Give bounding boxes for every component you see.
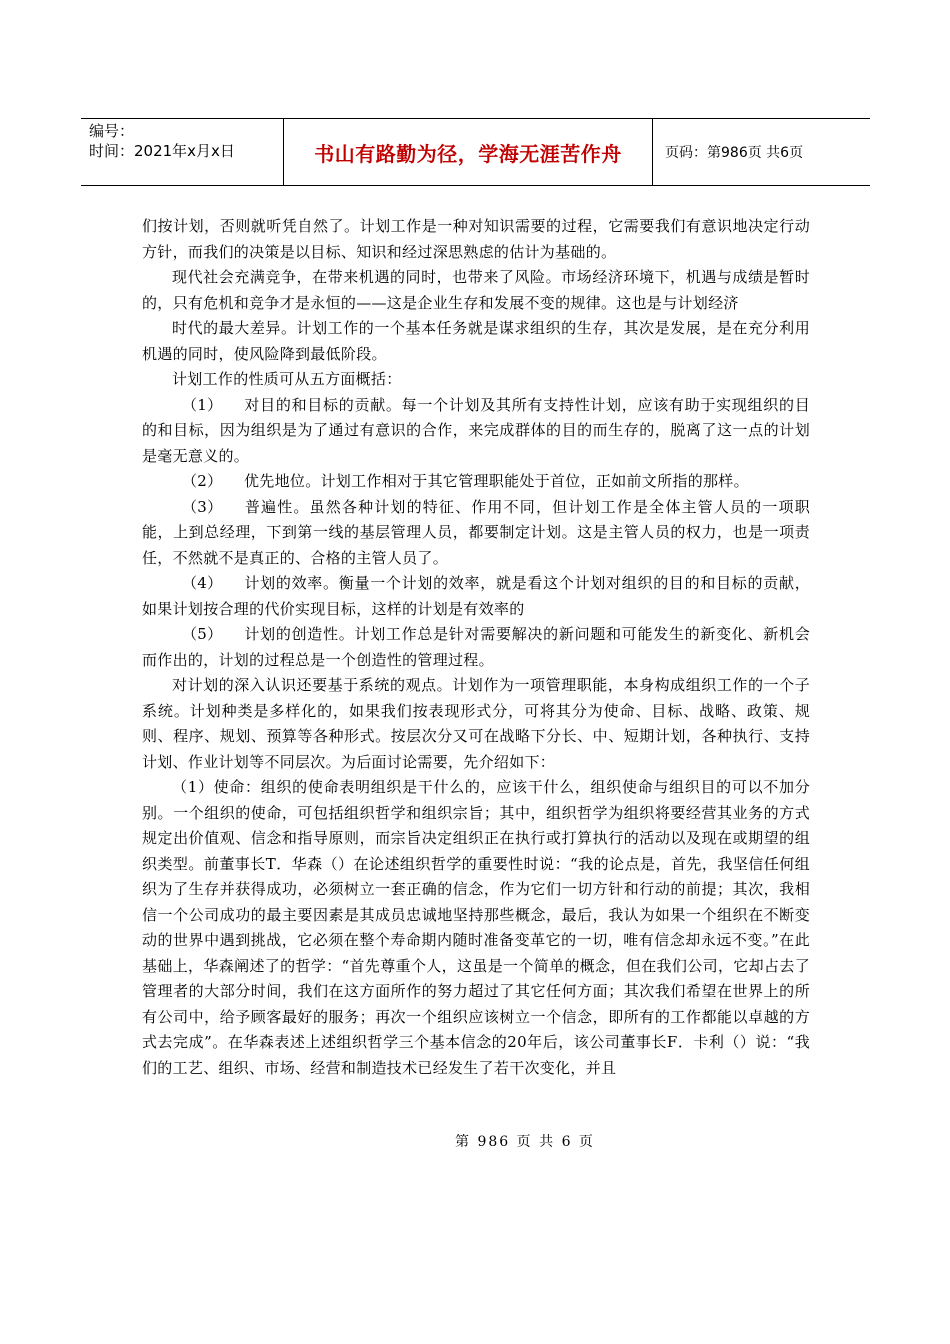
item-number: （4） bbox=[182, 574, 223, 592]
header-meta bbox=[81, 119, 283, 185]
item-number: （1） bbox=[182, 395, 223, 414]
numbered-paragraph bbox=[142, 495, 810, 572]
header-page-info: 页码：第986页 共6页 bbox=[665, 145, 804, 161]
numbered-paragraph bbox=[142, 469, 810, 495]
document-header bbox=[81, 118, 870, 186]
header-motto: 书山有路勤为径，学海无涯苦作舟 bbox=[314, 141, 622, 166]
item-text: 优先地位。计划工作相对于其它管理职能处于首位，正如前文所指的那样。 bbox=[244, 472, 749, 490]
numbered-paragraph bbox=[142, 622, 810, 673]
document-time-label: 时间：2021年x月x日 bbox=[89, 142, 235, 160]
paragraph: 现代社会充满竞争，在带来机遇的同时，也带来了风险。市场经济环境下，机遇与成绩是暂时的，只有危机和竞争才是永恒的——这是企业生存和发展不变的规律。这也是与计划经济 bbox=[142, 268, 810, 312]
page-footer: 第 986 页 共 6 页 bbox=[455, 1134, 595, 1150]
numbered-paragraph bbox=[142, 393, 810, 470]
document-number-label: 编号： bbox=[89, 122, 135, 140]
item-number: （3） bbox=[182, 497, 223, 516]
item-text: 计划的效率。衡量一个计划的效率，就是看这个计划对组织的目的和目标的贡献，如果计划按合理的代价实现目标，这样的计划是有效率的 bbox=[142, 574, 810, 618]
item-text: 计划的创造性。计划工作总是针对需要解决的新问题和可能发生的新变化、新机会而作出的，计划的过程总是一个创造性的管理过程。 bbox=[142, 625, 810, 669]
header-motto-cell bbox=[283, 119, 653, 185]
document-body bbox=[142, 214, 810, 1081]
item-number: （2） bbox=[182, 472, 223, 490]
paragraph: 时代的最大差异。计划工作的一个基本任务就是谋求组织的生存，其次是发展，是在充分利用机遇的同时，使风险降到最低阶段。 bbox=[142, 319, 810, 363]
item-number: （5） bbox=[182, 625, 223, 643]
paragraph: （1）使命：组织的使命表明组织是干什么的，应该干什么，组织使命与组织目的可以不加分别。一个组织的使命，可包括组织哲学和组织宗旨；其中，组织哲学为组织将要经营其业务的方式规定出价值观、信念和指导原则，而宗旨决定组织正在执行或打算执行的活动以及现在或期望的组织类型。前董事长T．华森（）在论述组织哲学的重要性时说：“我的论点是，首先，我坚信任何组织为了生存并获得成功，必须树立一套正确的信念，作为它们一切方针和行动的前提；其次，我相信一个公司成功的最主要因素是其成员忠诚地坚持那些概念，最后，我认为如果一个组织在不断变动的世界中遇到挑战，它必须在整个寿命期内随时准备变革它的一切，唯有信念却永远不变。”在此基础上，华森阐述了的哲学：“首先尊重个人，这虽是一个简单的概念，但在我们公司，它却占去了管理者的大部分时间，我们在这方面所作的努力超过了其它任何方面；其次我们希望在世界上的所有公司中，给予顾客最好的服务；再次一个组织应该树立一个信念，即所有的工作都能以卓越的方式去完成”。在华森表述上述组织哲学三个基本信念的20年后，该公司董事长F．卡利（）说：“我们的工艺、组织、市场、经营和制造技术已经发生了若干次变化，并且 bbox=[142, 778, 810, 1077]
item-text: 普遍性。虽然各种计划的特征、作用不同，但计划工作是全体主管人员的一项职能，上到总经理，下到第一线的基层管理人员，都要制定计划。这是主管人员的权力，也是一项责任，不然就不是真正的、合格的主管人员了。 bbox=[142, 497, 810, 567]
paragraph: 计划工作的性质可从五方面概括： bbox=[172, 370, 402, 388]
paragraph: 们按计划，否则就听凭自然了。计划工作是一种对知识需要的过程，它需要我们有意识地决定行动方针，而我们的决策是以目标、知识和经过深思熟虑的估计为基础的。 bbox=[142, 217, 810, 261]
item-text: 对目的和目标的贡献。每一个计划及其所有支持性计划，应该有助于实现组织的目的和目标，因为组织是为了通过有意识的合作，来完成群体的目的而生存的，脱离了这一点的计划是毫无意义的。 bbox=[142, 395, 810, 465]
numbered-paragraph bbox=[142, 571, 810, 622]
paragraph: 对计划的深入认识还要基于系统的观点。计划作为一项管理职能，本身构成组织工作的一个子系统。计划种类是多样化的，如果我们按表现形式分，可将其分为使命、目标、战略、政策、规则、程序、规划、预算等各种形式。按层次分又可在战略下分长、中、短期计划，各种执行、支持计划、作业计划等不同层次。为后面讨论需要，先介绍如下： bbox=[142, 676, 810, 771]
